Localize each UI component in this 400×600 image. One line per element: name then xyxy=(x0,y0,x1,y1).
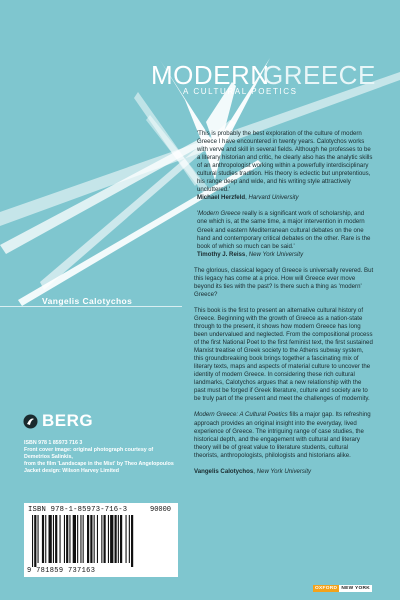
barcode-digits: 9 781859 737163 xyxy=(27,567,96,575)
barcode-bar xyxy=(49,515,52,563)
barcode-bar xyxy=(80,515,81,563)
barcode-bar xyxy=(110,515,113,563)
berg-wordmark: BERG xyxy=(42,411,94,430)
barcode-bar xyxy=(97,515,98,563)
barcode-bar xyxy=(87,515,89,563)
credits-design: Jacket design: Wilson Harvey Limited xyxy=(24,468,120,474)
barcode-bar xyxy=(32,515,33,567)
barcode-bar xyxy=(101,515,102,563)
signature-affiliation: New York University xyxy=(256,467,312,475)
barcode-isbn-text: ISBN 978-1-85973-716-3 xyxy=(28,506,128,514)
body-paragraph-3-title: Modern Greece: A Cultural Poetics xyxy=(194,411,288,419)
title-modern: MODERN xyxy=(151,60,270,90)
barcode-bar xyxy=(118,515,119,563)
signature-name: Vangelis Calotychos xyxy=(194,467,254,475)
barcode-bar xyxy=(108,515,109,563)
publisher-credits xyxy=(24,440,174,475)
blurb-reiss-book-title: Modern Greece xyxy=(198,210,241,218)
berg-mark-icon xyxy=(23,414,38,429)
barcode-bars xyxy=(32,515,170,567)
isbn-barcode xyxy=(24,503,178,577)
blurb-reiss-affiliation: New York University xyxy=(248,250,304,258)
barcode-price-code: 90000 xyxy=(150,506,172,514)
barcode-bar xyxy=(42,515,44,563)
barcode-bar xyxy=(38,515,39,563)
barcode-bar xyxy=(94,515,95,563)
blurb-herzfeld: 'This is probably the best exploration of the culture of modern Greece I have encountered in twenty years. Calotychos works with verve and skill in several fields. Although he professes to be a literary historian and critic, he clearly also has the analytic skills of an anthropologist working within a powerfully interdisciplinary cultural studies tradition. His theory is eclectic but unpretentious, his range deep and wide, and his writing style attractively uncluttered.' Michael Herzfeld, Harvard University xyxy=(197,130,373,202)
barcode-bar xyxy=(104,515,106,563)
author-signature: Vangelis Calotychos, New York University xyxy=(194,467,312,475)
barcode-bar xyxy=(45,515,46,563)
barcode-bar xyxy=(73,515,76,563)
barcode-bar xyxy=(126,515,127,563)
barcode-bar xyxy=(60,515,61,563)
barcode-bar xyxy=(129,515,130,563)
barcode-bar xyxy=(34,515,36,567)
credits-image: Front cover image: original photograph courtesy of Demetrios Salinkis, xyxy=(24,447,154,460)
blurb-herzfeld-quote: 'This is probably the best exploration of the culture of modern Greece I have encountered in twenty years. Calotychos works with verve and skill in several fields. Although he professes to be a literary historian and critic, he clearly also has the analytic skills of an anthropologist working within a powerfully interdisciplinary cultural studies tradition. His theory is eclectic but unpretentious, his range deep and wide, and his writing style attractively uncluttered.' xyxy=(197,130,373,194)
barcode-bar xyxy=(66,515,68,563)
blurb-reiss: 'Modern Greece really is a significant work of scholarship, and one which is, at the same time, a major intervention in modern Greek and eastern Mediterranean cultural debates on the one hand and contemporary critical debates on the other. Rare is the book of which so much can be said.' Timothy J. Reiss, New York University xyxy=(197,210,371,258)
barcode-bar xyxy=(55,515,57,563)
berg-logo xyxy=(23,411,93,431)
barcode-bar xyxy=(69,515,70,563)
blurb-herzfeld-affiliation: Harvard University xyxy=(248,194,299,202)
barcode-bar xyxy=(83,515,84,563)
barcode-bar xyxy=(115,515,117,563)
barcode-bar xyxy=(120,515,122,563)
body-paragraph-2: This book is the first to present an alternative cultural history of Greece. Beginning with the growth of Greece as a nation-state through to the present, it shows how modern Greece has long been undervalued and neglected. From the compositional process of the first National Poet to the first feminist text, the first sustained Marxist treatise of Greek society to the Athens subway system, this groundbreaking book brings together a fascinating mix of literary texts, maps and aspects of material culture to uncover the identity of modern Greece. In considering these rich cultural landmarks, Calotychos argues that a new relationship with the past must be forged if Greek literature, culture and society are to be truly part of the present and meet the challenges of modernity. xyxy=(194,306,373,403)
blurb-reiss-name: Timothy J. Reiss xyxy=(197,250,246,258)
body-paragraph-3 xyxy=(194,411,374,459)
back-cover-text xyxy=(194,130,374,484)
barcode-bar xyxy=(90,515,92,563)
barcode-bar xyxy=(64,515,65,563)
badge-oxford: OXFORD xyxy=(315,586,338,591)
barcode-bar xyxy=(77,515,78,563)
credits-isbn: ISBN 978 1 85973 716 3 xyxy=(24,440,83,446)
publisher-cities-badge xyxy=(313,585,372,592)
subtitle: A CULTURAL POETICS xyxy=(183,87,298,96)
blurb-herzfeld-name: Michael Herzfeld xyxy=(197,194,246,202)
body-paragraph-3-text: fills a major gap. Its refreshing approach provides an original insight into the everyday, lived experience of Greece. The intriguing range of case studies, the historical depth, and the engagement with cultural and literary theory will be of great value to literature students, cultural theorists, anthropologists, philologists and historians alike. xyxy=(194,411,371,459)
barcode-bar xyxy=(131,515,133,567)
barcode-bar xyxy=(53,515,54,563)
title-greece: GREECE xyxy=(263,60,376,90)
author-name: Vangelis Calotychos xyxy=(42,296,133,306)
blurb-reiss-quote: really is a significant work of scholarship, and one which is, at the same time, a major intervention in modern Greek and eastern Mediterranean cultural debates on the one hand and contemporary critical debates on the other. Rare is the book of which so much can be said.' xyxy=(197,210,371,250)
body-paragraph-1: The glorious, classical legacy of Greece is universally revered. But this legacy has come at a price. How will Greece ever move beyond its ties with the past? Is there such a thing as 'modern' Greece? xyxy=(194,266,374,298)
author-underline xyxy=(0,306,182,307)
barcode-isbn-line xyxy=(28,506,127,514)
badge-new-york: NEW YORK xyxy=(341,586,371,591)
credits-film: from the film 'Landscape in the Mist' by Theo Angelopoulos xyxy=(24,461,174,467)
